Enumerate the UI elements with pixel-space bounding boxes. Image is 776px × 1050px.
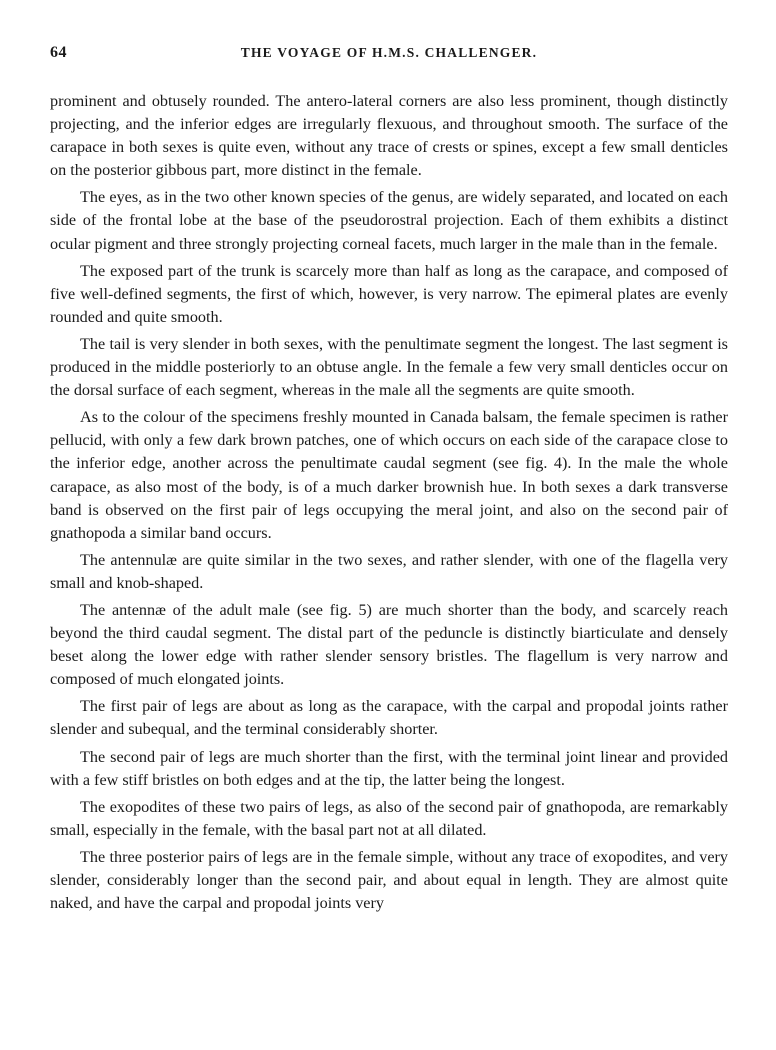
paragraph-eyes: The eyes, as in the two other known species of the genus, are widely separated, and located on each side of the frontal lobe at the base of the pseudorostral projection. Each of them exhibits a distinct ocular pigment and three strongly projecting corneal facets, much larger in the male than in the female. [50, 188, 728, 253]
paragraph-tail: The tail is very slender in both sexes, with the penultimate segment the longest. The last segment is produced in the middle posteriorly to an obtuse angle. In the female a few very small denticles occur on the dorsal surface of each segment, whereas in the male all the segments are quite smooth. [50, 334, 728, 400]
running-title: THE VOYAGE OF H.M.S. CHALLENGER. [240, 45, 538, 60]
page-header [50, 44, 728, 70]
paragraph-first-legs: The first pair of legs are about as long as the carapace, with the carpal and propodal joints rather slender and subequal, and the terminal considerably shorter. [50, 697, 728, 739]
paragraph-colour: As to the colour of the specimens freshly mounted in Canada balsam, the female specimen is rather pellucid, with only a few dark brown patches, one of which occurs on each side of the carapace close to the inferior edge, another across the penultimate caudal segment (see fig. 4). In the male the whole carapace, as also most of the body, is of a much darker brownish hue. In both sexes a dark transverse band is observed on the first pair of legs occupying the meral joint, and also on the second pair of gnathopoda a similar band occurs. [50, 408, 728, 542]
page-number: 64 [50, 44, 67, 61]
paragraph-second-legs: The second pair of legs are much shorter than the first, with the terminal joint linear and provided with a few stiff bristles on both edges and at the tip, the latter being the longest. [50, 747, 728, 789]
paragraph-posterior-legs: The three posterior pairs of legs are in the female simple, without any trace of exopodites, and very slender, considerably longer than the second pair, and about equal in length. They are almost quite naked, and have the carpal and propodal joints very [50, 847, 728, 913]
paragraph-trunk: The exposed part of the trunk is scarcely more than half as long as the carapace, and composed of five well-defined segments, the first of which, however, is very narrow. The epimeral plates are evenly rounded and quite smooth. [50, 261, 728, 326]
paragraph-exopodites: The exopodites of these two pairs of legs, as also of the second pair of gnathopoda, are remarkably small, especially in the female, with the basal part not at all dilated. [50, 797, 728, 839]
body-text [50, 90, 728, 915]
paragraph-antennae: The antennæ of the adult male (see fig. 5) are much shorter than the body, and scarcely reach beyond the third caudal segment. The distal part of the peduncle is distinctly biarticulate and densely beset along the lower edge with rather slender sensory bristles. The flagellum is very narrow and composed of much elongated joints. [50, 600, 728, 689]
paragraph-antennulae: The antennulæ are quite similar in the two sexes, and rather slender, with one of the flagella very small and knob-shaped. [50, 550, 728, 592]
paragraph-carapace-continued: prominent and obtusely rounded. The antero-lateral corners are also less prominent, though distinctly projecting, and the inferior edges are irregularly flexuous, and throughout smooth. The surface of the carapace in both sexes is quite even, without any trace of crests or spines, except a few small denticles on the posterior gibbous part, more distinct in the female. [50, 92, 728, 180]
document-page [50, 44, 728, 919]
